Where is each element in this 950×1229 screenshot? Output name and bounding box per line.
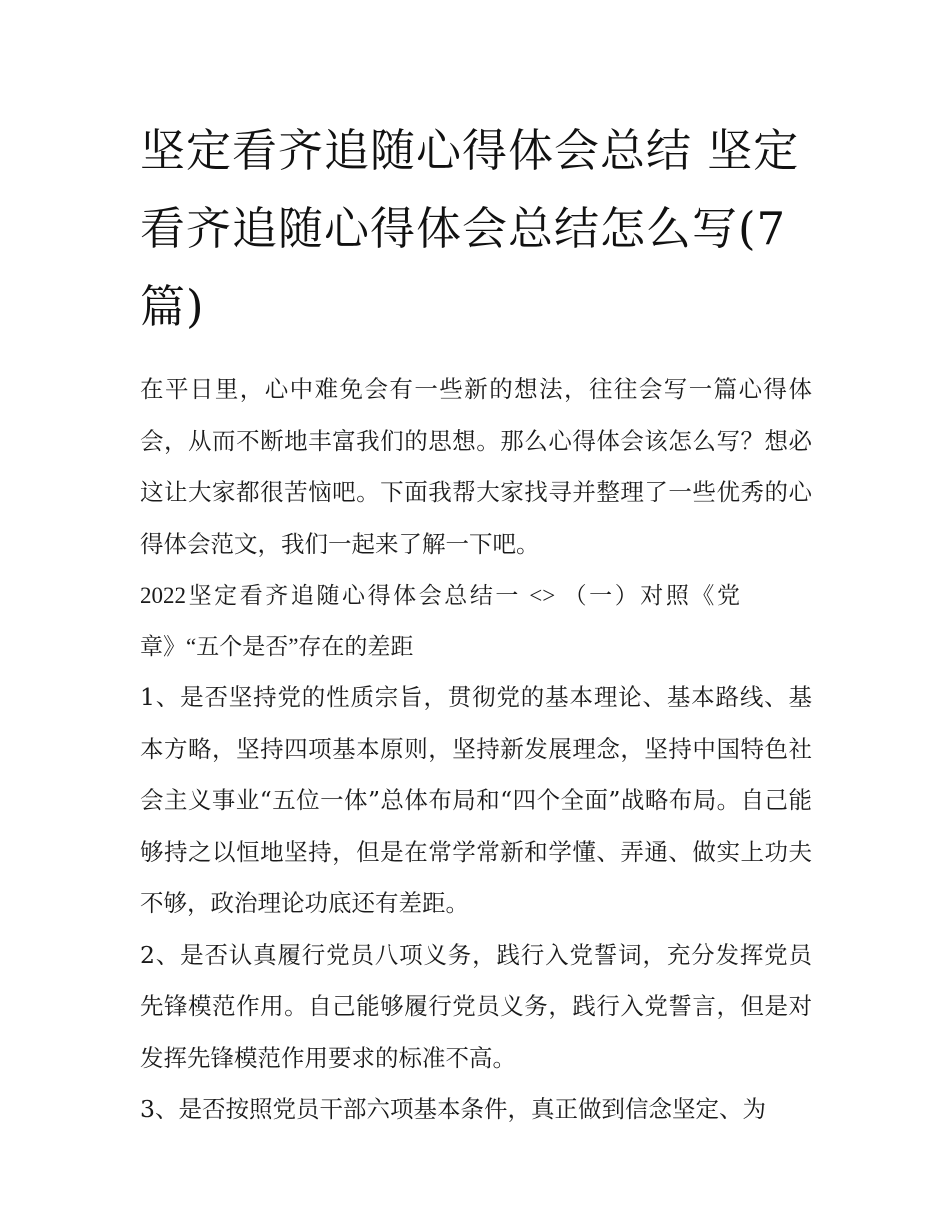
item-paragraph-1: 1、是否坚持党的性质宗旨，贯彻党的基本理论、基本路线、基本方略，坚持四项基本原则，坚持新发展理念，坚持中国特色社会主义事业“五位一体”总体布局和“四个全面”战略布局。自己能够持之以恒地坚持，但是在常学常新和学懂、弄通、做实上功夫不够，政治理论功底还有差距。 bbox=[140, 683, 812, 917]
item-paragraph-2: 2、是否认真履行党员八项义务，践行入党誓词，充分发挥党员先锋模范作用。自己能够履行党员义务，践行入党誓言，但是对发挥先锋模范作用要求的标准不高。 bbox=[140, 940, 812, 1072]
intro-paragraph: 在平日里，心中难免会有一些新的想法，往往会写一篇心得体会，从而不断地丰富我们的思想。那么心得体会该怎么写？想必这让大家都很苦恼吧。下面我帮大家找寻并整理了一些优秀的心得体会范文，我们一起来了解一下吧。 bbox=[140, 375, 812, 558]
document-body bbox=[140, 364, 812, 1136]
document-page bbox=[140, 112, 812, 1136]
document-title: 坚定看齐追随心得体会总结 坚定看齐追随心得体会总结怎么写(7篇) bbox=[140, 124, 800, 333]
section-heading: 2022坚定看齐追随心得体会总结一 <> （一）对照《党章》“五个是否”存在的差距 bbox=[140, 583, 740, 659]
item-paragraph-3: 3、是否按照党员干部六项基本条件，真正做到信念坚定、为 bbox=[140, 1095, 766, 1123]
